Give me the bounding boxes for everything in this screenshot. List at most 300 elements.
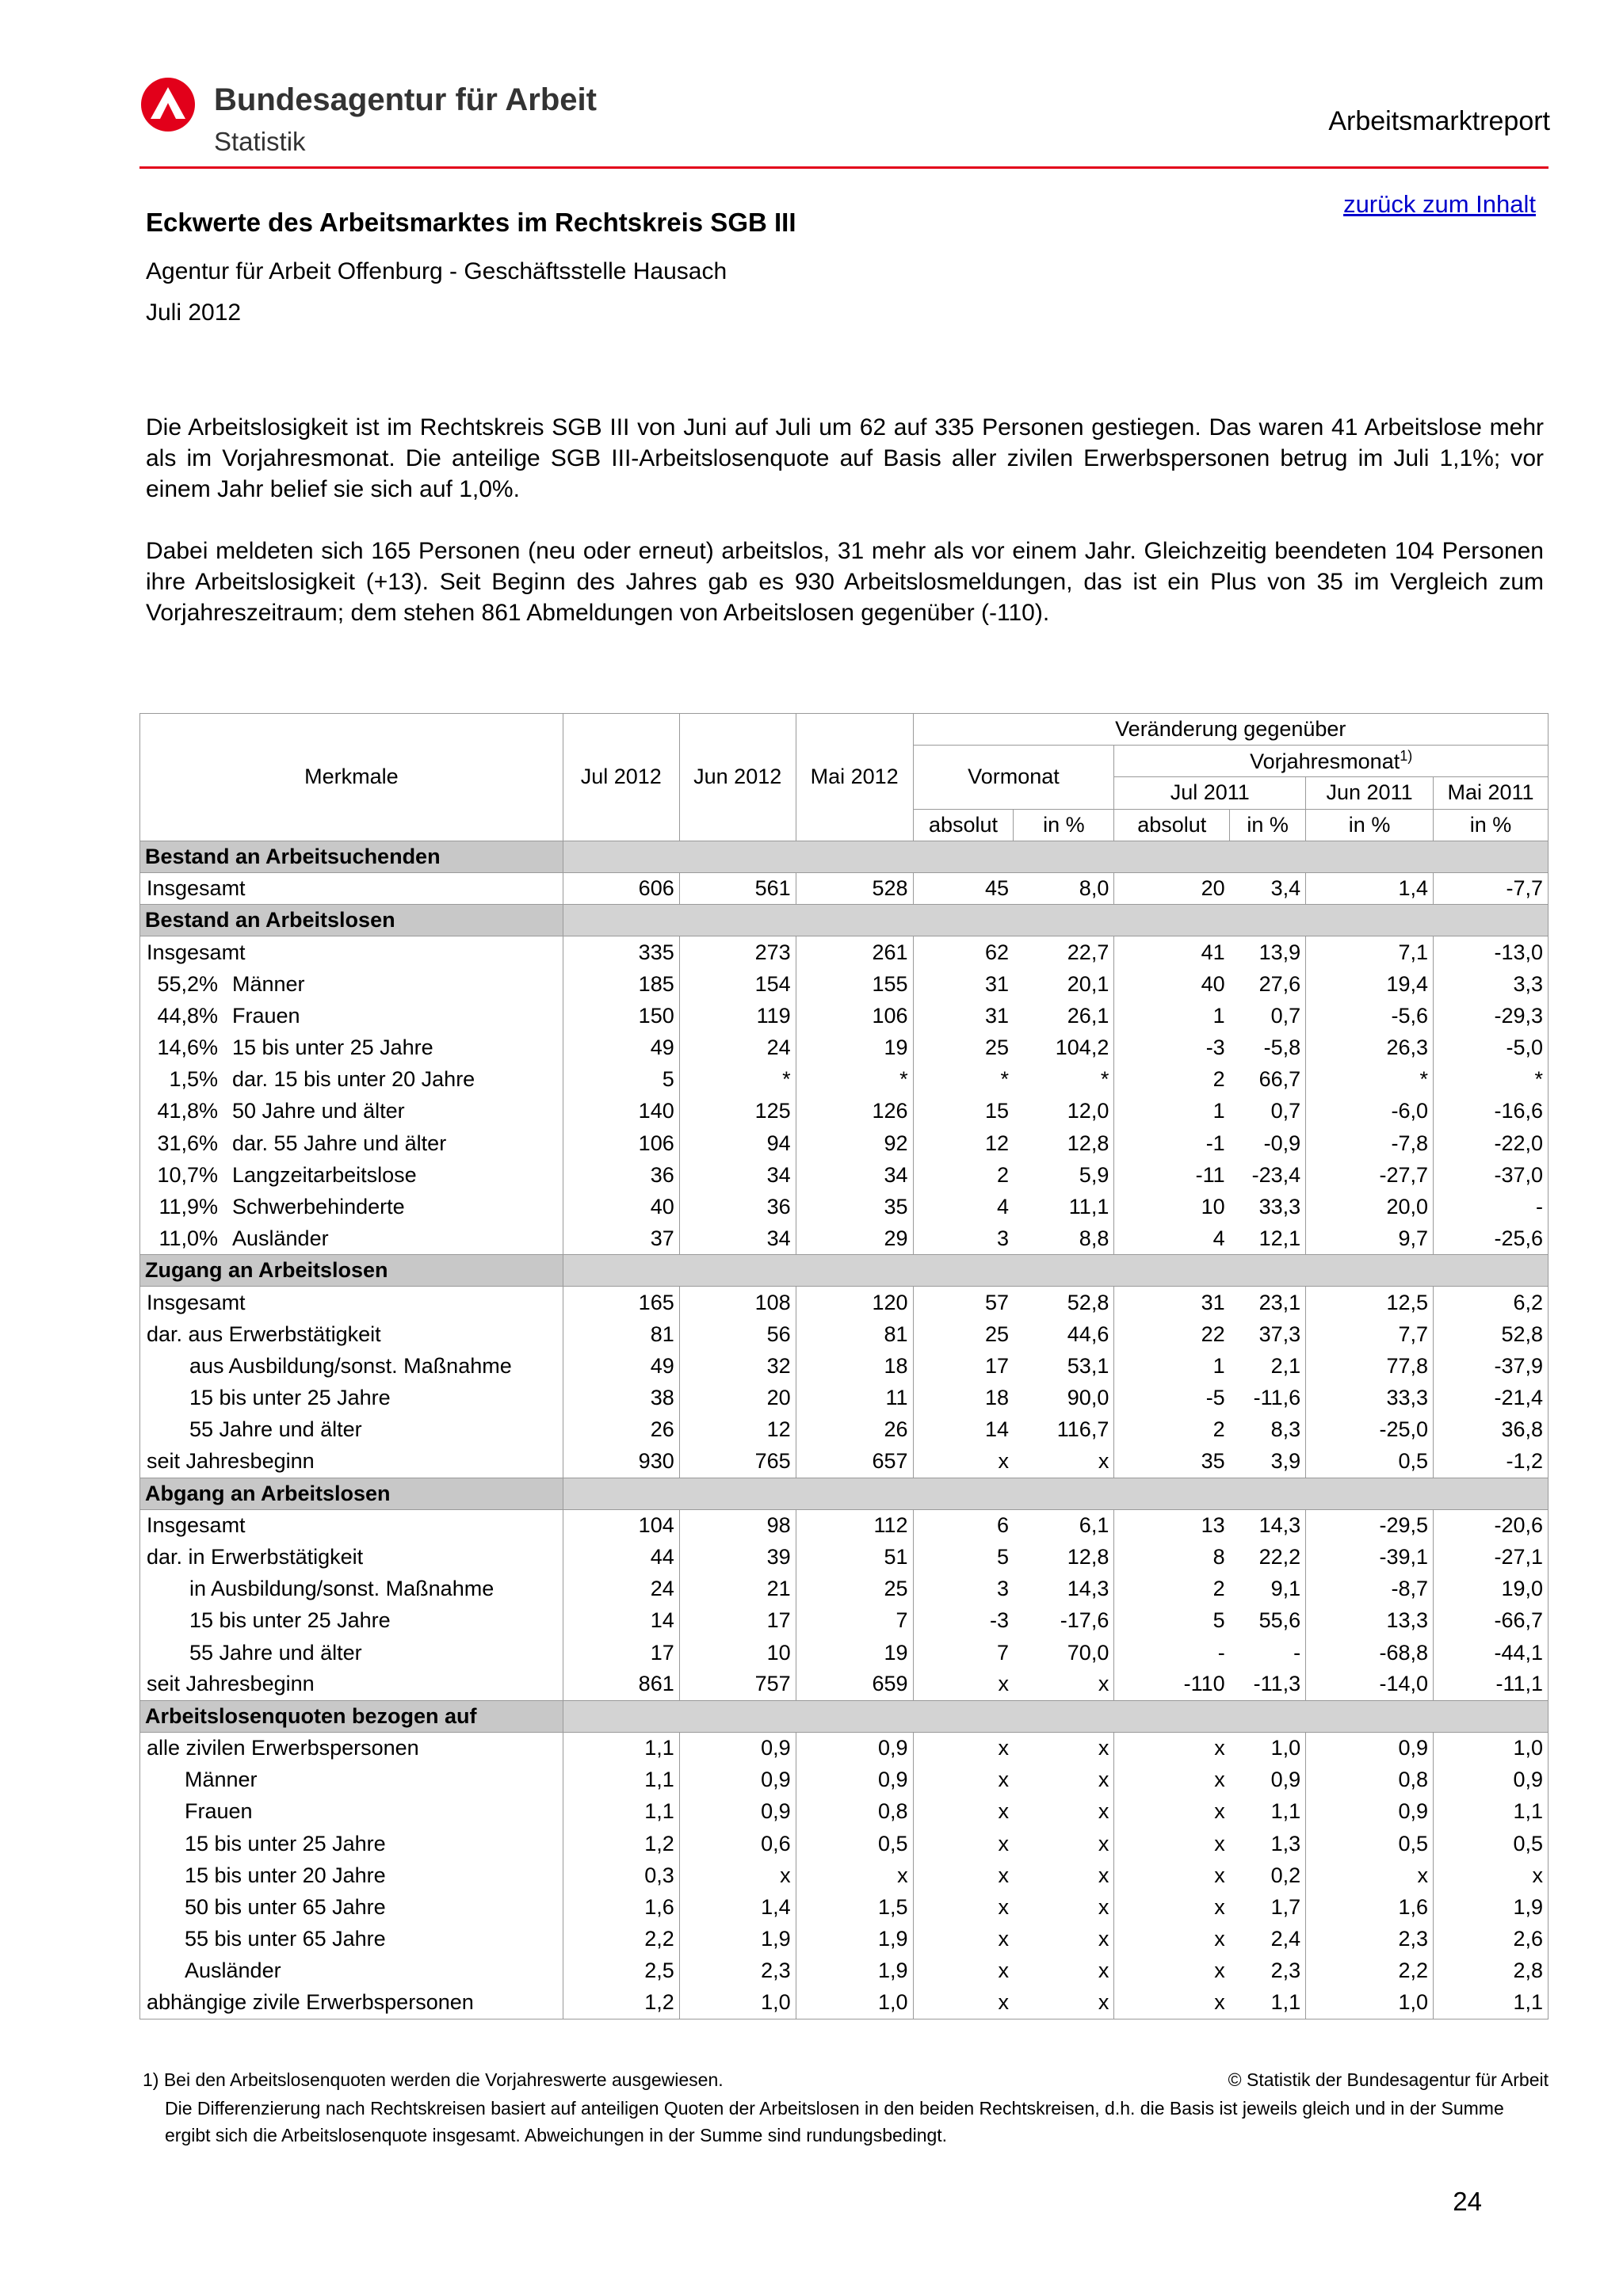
cell-jul2011-pct: 1,1 [1270, 1799, 1301, 1824]
cell-jun-2012: 12 [679, 1414, 796, 1446]
table-row [140, 1191, 1549, 1222]
table-row [140, 1127, 1549, 1159]
back-to-contents-link[interactable]: zurück zum Inhalt [1343, 190, 1536, 218]
cell-jun2011-pct: -5,6 [1306, 1000, 1434, 1032]
cell-jul2011-absolut: 4 [1114, 1223, 1230, 1255]
row-label-text: Ausländer [232, 1226, 329, 1250]
cell-jun-2012: 2,3 [679, 1955, 796, 1987]
cell-mai-2012: 19 [796, 1032, 913, 1063]
cell-mai-2012: 1,9 [796, 1924, 913, 1955]
cell-jul-2012: 49 [563, 1350, 679, 1382]
cell-jul2011-absolut: 10 [1114, 1191, 1230, 1222]
cell-jun-2012: 0,9 [679, 1733, 796, 1764]
cell-vormonat-absolut: 31 [913, 968, 1014, 1000]
cell-jul2011-pct: 0,2 [1270, 1863, 1301, 1887]
cell-mai2011-pct: -13,0 [1434, 936, 1549, 968]
cell-vormonat-pct: 8,0 [1079, 876, 1109, 901]
cell-jul2011-pct: 0,7 [1270, 1003, 1301, 1028]
cell-vormonat-absolut: x [913, 1828, 1014, 1859]
cell-jun2011-pct: 2,2 [1306, 1955, 1434, 1987]
cell-jul-2012: 14 [563, 1605, 679, 1637]
cell-jun-2012: 1,0 [679, 1987, 796, 2019]
cell-jul-2012: 17 [563, 1637, 679, 1669]
cell-mai-2012: 528 [796, 872, 913, 904]
table-row [140, 1828, 1549, 1859]
cell-mai2011-pct: * [1434, 1064, 1549, 1096]
table-row [140, 1287, 1549, 1318]
section-row [140, 841, 1549, 872]
section-fill [563, 841, 1548, 872]
row-label: dar. in Erwerbstätigkeit [140, 1541, 563, 1573]
cell-jul2011-absolut: 2 [1114, 1573, 1230, 1605]
row-label: dar. aus Erwerbstätigkeit [140, 1318, 563, 1350]
cell-jul2011-pct: 66,7 [1258, 1067, 1301, 1092]
row-label-text: 50 Jahre und älter [232, 1099, 405, 1123]
cell-mai2011-pct: 36,8 [1434, 1414, 1549, 1446]
cell-mai-2012: 657 [796, 1446, 913, 1478]
cell-jul-2012: 37 [563, 1223, 679, 1255]
header-mai-2012: Mai 2012 [796, 714, 913, 841]
section-fill [563, 1700, 1548, 1732]
cell-mai-2012: 26 [796, 1414, 913, 1446]
cell-jun-2012: 56 [679, 1318, 796, 1350]
header-mai2011-pct: in % [1434, 809, 1549, 841]
cell-jul2011-pct: 14,3 [1258, 1513, 1301, 1538]
cell-mai-2012: 0,5 [796, 1828, 913, 1859]
row-label: Insgesamt [140, 1287, 563, 1318]
cell-mai-2012: 7 [796, 1605, 913, 1637]
cell-jun2011-pct: 0,5 [1306, 1446, 1434, 1478]
cell-jun2011-pct: 1,0 [1306, 1987, 1434, 2019]
cell-vormonat-pct: 116,7 [1056, 1417, 1109, 1442]
cell-jun-2012: 0,9 [679, 1796, 796, 1828]
cell-jul2011-pct: 1,3 [1270, 1831, 1301, 1855]
cell-jun-2012: * [679, 1064, 796, 1096]
section-label: Abgang an Arbeitslosen [140, 1478, 563, 1509]
cell-jul2011-pct: 1,7 [1270, 1895, 1301, 1920]
cell-vormonat-pct: x [1098, 1863, 1109, 1887]
cell-jul2011-pct: 23,1 [1258, 1290, 1301, 1314]
table-row [140, 1000, 1549, 1032]
cell-mai-2012: 29 [796, 1223, 913, 1255]
cell-jun2011-pct: 2,3 [1306, 1924, 1434, 1955]
cell-jul2011-absolut: -11 [1114, 1159, 1230, 1191]
cell-mai2011-pct: - [1434, 1191, 1549, 1222]
summary-paragraph-1: Die Arbeitslosigkeit ist im Rechtskreis SGB III von Juni auf Juli um 62 auf 335 Personen gestiegen. Das waren 41 Arbeitslose mehr als im Vorjahresmonat. Die anteilige SGB III-Arbeitslosenquote auf Basis aller zivilen Erwerbspersonen betrug im Juli 1,1%; vor einem Jahr belief sie sich auf 1,0%. [146, 414, 1544, 502]
cell-vormonat-absolut: 45 [913, 872, 1014, 904]
cell-jul2011-absolut: x [1114, 1733, 1230, 1764]
org-subtitle: Statistik [214, 127, 306, 156]
report-title: Arbeitsmarktreport [1328, 106, 1550, 136]
cell-jul2011-absolut: 13 [1114, 1509, 1230, 1541]
cell-jul2011-pct: -0,9 [1263, 1131, 1301, 1155]
cell-mai2011-pct: -37,0 [1434, 1159, 1549, 1191]
section-label: Bestand an Arbeitsuchenden [140, 841, 563, 872]
cell-jun2011-pct: -6,0 [1306, 1096, 1434, 1127]
row-label-text: dar. 55 Jahre und älter [232, 1131, 447, 1155]
cell-mai-2012: 126 [796, 1096, 913, 1127]
cell-jun-2012: 34 [679, 1159, 796, 1191]
cell-jul-2012: 5 [563, 1064, 679, 1096]
row-label: 15 bis unter 25 Jahre [140, 1828, 563, 1859]
cell-jul2011-absolut: x [1114, 1987, 1230, 2019]
cell-mai-2012: 1,0 [796, 1987, 913, 2019]
row-label [140, 1223, 563, 1255]
org-name: Bundesagentur für Arbeit [214, 82, 597, 117]
cell-jul-2012: 24 [563, 1573, 679, 1605]
cell-jul2011-absolut: x [1114, 1828, 1230, 1859]
cell-jun-2012: 125 [679, 1096, 796, 1127]
cell-vormonat-pct: 26,1 [1067, 1003, 1109, 1028]
labour-market-table [139, 713, 1549, 2019]
cell-mai2011-pct: -44,1 [1434, 1637, 1549, 1669]
cell-vormonat-pct: x [1098, 1799, 1109, 1824]
cell-jul-2012: 106 [563, 1127, 679, 1159]
cell-vormonat-absolut: 5 [913, 1541, 1014, 1573]
cell-jul2011-absolut: x [1114, 1955, 1230, 1987]
cell-jul2011-pct: -11,3 [1253, 1672, 1301, 1696]
row-label: Insgesamt [140, 872, 563, 904]
cell-mai-2012: 0,9 [796, 1764, 913, 1796]
cell-mai2011-pct: 0,9 [1434, 1764, 1549, 1796]
cell-vormonat-pct: 11,1 [1068, 1194, 1109, 1219]
copyright: © Statistik der Bundesagentur für Arbeit [1228, 2069, 1549, 2090]
cell-jun-2012: 154 [679, 968, 796, 1000]
cell-jul-2012: 140 [563, 1096, 679, 1127]
share-percent: 14,6% [157, 1035, 218, 1059]
cell-vormonat-pct: 12,0 [1067, 1099, 1109, 1123]
row-label: 15 bis unter 20 Jahre [140, 1859, 563, 1891]
cell-mai-2012: * [796, 1064, 913, 1096]
cell-jun2011-pct: -68,8 [1306, 1637, 1434, 1669]
section-fill [563, 905, 1548, 936]
row-label: in Ausbildung/sonst. Maßnahme [140, 1573, 563, 1605]
table-row [140, 968, 1549, 1000]
cell-mai2011-pct: -29,3 [1434, 1000, 1549, 1032]
cell-jun2011-pct: 19,4 [1306, 968, 1434, 1000]
cell-jul2011-pct: -23,4 [1251, 1162, 1301, 1187]
table-body [140, 841, 1549, 2019]
cell-jul2011-pct: 12,1 [1258, 1226, 1301, 1250]
cell-mai-2012: 1,5 [796, 1891, 913, 1923]
table-row [140, 1382, 1549, 1413]
cell-jun-2012: 10 [679, 1637, 796, 1669]
row-label-text: Frauen [232, 1003, 300, 1028]
cell-vormonat-absolut: x [913, 1955, 1014, 1987]
cell-vormonat-pct: -17,6 [1060, 1608, 1109, 1633]
cell-mai2011-pct: -7,7 [1434, 872, 1549, 904]
table-row [140, 1764, 1549, 1796]
cell-vormonat-pct: x [1098, 1895, 1109, 1920]
cell-jul2011-absolut: 1 [1114, 1350, 1230, 1382]
cell-jun-2012: 17 [679, 1605, 796, 1637]
table-row [140, 1924, 1549, 1955]
cell-jul-2012: 44 [563, 1541, 679, 1573]
header-jul2011-absolut: absolut [1114, 809, 1230, 841]
cell-jul2011-pct: 8,3 [1270, 1417, 1301, 1442]
cell-mai2011-pct: -11,1 [1434, 1669, 1549, 1700]
cell-jul2011-pct: 9,1 [1270, 1577, 1301, 1601]
header-jun-2011: Jun 2011 [1306, 777, 1434, 809]
row-label: aus Ausbildung/sonst. Maßnahme [140, 1350, 563, 1382]
row-label [140, 968, 563, 1000]
cell-jun2011-pct: 0,8 [1306, 1764, 1434, 1796]
cell-vormonat-absolut: 31 [913, 1000, 1014, 1032]
cell-vormonat-pct: 22,7 [1067, 940, 1109, 964]
agency-name: Agentur für Arbeit Offenburg - Geschäftsstelle Hausach [146, 258, 727, 284]
cell-vormonat-absolut: 25 [913, 1318, 1014, 1350]
cell-jun-2012: 21 [679, 1573, 796, 1605]
cell-jun2011-pct: 1,6 [1306, 1891, 1434, 1923]
share-percent: 11,9% [158, 1194, 218, 1219]
cell-jun-2012: 32 [679, 1350, 796, 1382]
cell-jul-2012: 930 [563, 1446, 679, 1478]
cell-vormonat-absolut: x [913, 1764, 1014, 1796]
cell-jul-2012: 150 [563, 1000, 679, 1032]
section-row [140, 1700, 1549, 1732]
cell-jul-2012: 104 [563, 1509, 679, 1541]
cell-jul2011-absolut: 41 [1114, 936, 1230, 968]
table-row [140, 1733, 1549, 1764]
cell-mai2011-pct: 0,5 [1434, 1828, 1549, 1859]
cell-vormonat-absolut: 6 [913, 1509, 1014, 1541]
cell-jul2011-pct: -11,6 [1253, 1386, 1301, 1410]
row-label: 55 bis unter 65 Jahre [140, 1924, 563, 1955]
table-row [140, 1987, 1549, 2019]
cell-mai2011-pct: 2,8 [1434, 1955, 1549, 1987]
cell-jul-2012: 1,2 [563, 1828, 679, 1859]
cell-vormonat-pct: x [1098, 1831, 1109, 1855]
cell-jul2011-absolut: x [1114, 1859, 1230, 1891]
header-rule [139, 166, 1549, 169]
row-label: Ausländer [140, 1955, 563, 1987]
cell-jul2011-absolut: 8 [1114, 1541, 1230, 1573]
cell-mai-2012: 120 [796, 1287, 913, 1318]
header-jun-2012: Jun 2012 [679, 714, 796, 841]
header-merkmale: Merkmale [140, 714, 563, 841]
table-row [140, 1605, 1549, 1637]
cell-vormonat-pct: 12,8 [1067, 1131, 1109, 1155]
report-period: Juli 2012 [146, 299, 242, 326]
cell-mai2011-pct: 6,2 [1434, 1287, 1549, 1318]
cell-jun-2012: 94 [679, 1127, 796, 1159]
cell-jun2011-pct: -27,7 [1306, 1159, 1434, 1191]
cell-jul2011-absolut: - [1114, 1637, 1230, 1669]
cell-vormonat-absolut: 17 [913, 1350, 1014, 1382]
row-label-text: 15 bis unter 25 Jahre [232, 1035, 433, 1059]
table-row [140, 1955, 1549, 1987]
cell-mai2011-pct: -66,7 [1434, 1605, 1549, 1637]
cell-vormonat-pct: 90,0 [1067, 1386, 1109, 1410]
row-label-text: Männer [232, 971, 305, 996]
cell-vormonat-absolut: 25 [913, 1032, 1014, 1063]
cell-vormonat-absolut: x [913, 1859, 1014, 1891]
section-label: Bestand an Arbeitslosen [140, 905, 563, 936]
cell-jul2011-pct: - [1293, 1640, 1301, 1665]
cell-vormonat-absolut: 7 [913, 1637, 1014, 1669]
header-mai-2011: Mai 2011 [1434, 777, 1549, 809]
cell-jun2011-pct: -7,8 [1306, 1127, 1434, 1159]
footnote-1: 1) Bei den Arbeitslosenquoten werden die Vorjahreswerte ausgewiesen. [143, 2069, 724, 2090]
row-label: 15 bis unter 25 Jahre [140, 1605, 563, 1637]
cell-jun2011-pct: 7,7 [1306, 1318, 1434, 1350]
cell-vormonat-pct: 104,2 [1055, 1035, 1109, 1059]
cell-vormonat-absolut: x [913, 1669, 1014, 1700]
cell-mai2011-pct: 1,1 [1434, 1987, 1549, 2019]
cell-jun-2012: 757 [679, 1669, 796, 1700]
cell-jul2011-pct: 22,2 [1258, 1544, 1301, 1569]
share-percent: 41,8% [157, 1099, 218, 1123]
cell-vormonat-pct: 70,0 [1067, 1640, 1109, 1665]
row-label: alle zivilen Erwerbspersonen [140, 1733, 563, 1764]
cell-jul2011-pct: -5,8 [1263, 1035, 1301, 1059]
cell-vormonat-absolut: 62 [913, 936, 1014, 968]
cell-jul2011-pct: 37,3 [1258, 1322, 1301, 1346]
cell-jul-2012: 40 [563, 1191, 679, 1222]
cell-jun-2012: 561 [679, 872, 796, 904]
row-label: 55 Jahre und älter [140, 1637, 563, 1669]
cell-vormonat-absolut: x [913, 1924, 1014, 1955]
cell-vormonat-pct: 53,1 [1067, 1353, 1109, 1378]
cell-jun2011-pct: 33,3 [1306, 1382, 1434, 1413]
cell-jul-2012: 0,3 [563, 1859, 679, 1891]
cell-jul2011-absolut: 20 [1114, 872, 1230, 904]
cell-jul-2012: 36 [563, 1159, 679, 1191]
cell-jul2011-pct: 3,4 [1270, 876, 1301, 901]
cell-jun2011-pct: * [1306, 1064, 1434, 1096]
ba-logo-icon [139, 76, 197, 133]
cell-jul2011-absolut: -1 [1114, 1127, 1230, 1159]
row-label [140, 1000, 563, 1032]
section-label: Zugang an Arbeitslosen [140, 1255, 563, 1287]
cell-vormonat-absolut: 18 [913, 1382, 1014, 1413]
row-label: 55 Jahre und älter [140, 1414, 563, 1446]
cell-mai-2012: 34 [796, 1159, 913, 1191]
header-jul-2011: Jul 2011 [1114, 777, 1306, 809]
cell-jun2011-pct: -39,1 [1306, 1541, 1434, 1573]
cell-mai-2012: 1,9 [796, 1955, 913, 1987]
cell-vormonat-absolut: 57 [913, 1287, 1014, 1318]
cell-jul-2012: 165 [563, 1287, 679, 1318]
cell-jul2011-absolut: 22 [1114, 1318, 1230, 1350]
header-jul2011-pct: in % [1230, 809, 1306, 841]
cell-jul2011-absolut: x [1114, 1924, 1230, 1955]
cell-mai2011-pct: 2,6 [1434, 1924, 1549, 1955]
table-row [140, 1573, 1549, 1605]
share-percent: 44,8% [157, 1003, 218, 1028]
cell-jul2011-absolut: x [1114, 1796, 1230, 1828]
cell-jun-2012: 1,9 [679, 1924, 796, 1955]
cell-jun-2012: 36 [679, 1191, 796, 1222]
cell-jul-2012: 2,2 [563, 1924, 679, 1955]
cell-jul-2012: 861 [563, 1669, 679, 1700]
cell-jul-2012: 26 [563, 1414, 679, 1446]
row-label [140, 1064, 563, 1096]
share-percent: 1,5% [169, 1067, 218, 1092]
cell-jul2011-pct: 1,1 [1230, 1987, 1306, 2019]
cell-mai2011-pct: 19,0 [1434, 1573, 1549, 1605]
row-label: Frauen [140, 1796, 563, 1828]
cell-vormonat-pct: x [1098, 1768, 1109, 1792]
cell-vormonat-pct: x [1014, 1987, 1114, 2019]
summary-paragraph-2: Dabei meldeten sich 165 Personen (neu oder erneut) arbeitslos, 31 mehr als vor einem Jahr. Gleichzeitig beendeten 104 Personen ihre Arbeitslosigkeit (+13). Seit Beginn des Jahres gab es 930 Arbeitslosmeldungen, das ist ein Plus von 35 im Vergleich zum Vorjahreszeitraum; dem stehen 861 Abmeldungen von Arbeitslosen gegenüber (-110). [146, 538, 1544, 626]
row-label: Insgesamt [140, 936, 563, 968]
cell-vormonat-absolut: 15 [913, 1096, 1014, 1127]
cell-vormonat-pct: x [1098, 1927, 1109, 1951]
cell-vormonat-pct: x [1098, 1958, 1109, 1983]
cell-mai-2012: 35 [796, 1191, 913, 1222]
cell-vormonat-pct: 44,6 [1067, 1322, 1109, 1346]
cell-mai-2012: 106 [796, 1000, 913, 1032]
row-label [140, 1032, 563, 1063]
cell-vormonat-pct: 20,1 [1067, 971, 1109, 996]
table-row [140, 936, 1549, 968]
cell-vormonat-pct: x [1098, 1449, 1109, 1474]
cell-jun2011-pct: 7,1 [1306, 936, 1434, 968]
row-label: Männer [140, 1764, 563, 1796]
table-row [140, 1350, 1549, 1382]
header-vormonat-pct: in % [1014, 809, 1114, 841]
cell-jul-2012: 335 [563, 936, 679, 968]
cell-mai2011-pct: -20,6 [1434, 1509, 1549, 1541]
table-row [140, 1096, 1549, 1127]
row-label: abhängige zivile Erwerbspersonen [140, 1987, 563, 2019]
cell-jul2011-pct: 55,6 [1258, 1608, 1301, 1633]
cell-jul2011-absolut: 35 [1114, 1446, 1230, 1478]
row-label [140, 1096, 563, 1127]
cell-jun2011-pct: 0,5 [1306, 1828, 1434, 1859]
table-row [140, 1637, 1549, 1669]
cell-jul-2012: 1,6 [563, 1891, 679, 1923]
cell-mai2011-pct: x [1434, 1859, 1549, 1891]
table-row [140, 1159, 1549, 1191]
cell-jun2011-pct: 1,4 [1306, 872, 1434, 904]
section-row [140, 905, 1549, 936]
row-label-text: Schwerbehinderte [232, 1194, 405, 1219]
cell-jul2011-pct: 1,0 [1270, 1736, 1301, 1760]
section-row [140, 1478, 1549, 1509]
cell-mai-2012: 261 [796, 936, 913, 968]
table-row [140, 1509, 1549, 1541]
row-label: 50 bis unter 65 Jahre [140, 1891, 563, 1923]
cell-vormonat-absolut: 3 [913, 1573, 1014, 1605]
cell-mai2011-pct: -21,4 [1434, 1382, 1549, 1413]
cell-mai2011-pct: 3,3 [1434, 968, 1549, 1000]
cell-jun-2012: 108 [679, 1287, 796, 1318]
cell-vormonat-pct: 12,8 [1067, 1544, 1109, 1569]
page-number: 24 [1453, 2187, 1482, 2216]
section-row [140, 1255, 1549, 1287]
cell-jul2011-pct: 2,3 [1270, 1958, 1301, 1983]
cell-vormonat-pct: 14,3 [1067, 1577, 1109, 1601]
cell-vormonat-pct: x [1098, 1736, 1109, 1760]
footnote-mark: 1) [1400, 748, 1413, 765]
cell-vormonat-pct: x [1098, 1672, 1109, 1696]
row-label [140, 1191, 563, 1222]
cell-vormonat-absolut: 4 [913, 1191, 1014, 1222]
cell-jun2011-pct: 26,3 [1306, 1032, 1434, 1063]
header-vorjahresmonat: Vorjahresmonat$^{1)}$ [1114, 746, 1549, 777]
document-title: Eckwerte des Arbeitsmarktes im Rechtskreis SGB III [146, 208, 796, 237]
cell-mai2011-pct: -25,6 [1434, 1223, 1549, 1255]
cell-jun2011-pct: x [1306, 1859, 1434, 1891]
cell-mai-2012: 0,9 [796, 1733, 913, 1764]
cell-mai2011-pct: -1,2 [1434, 1446, 1549, 1478]
cell-vormonat-absolut: * [913, 1064, 1014, 1096]
table-row [140, 1669, 1549, 1700]
cell-jul2011-pct: 0,9 [1270, 1768, 1301, 1792]
cell-jun-2012: 98 [679, 1509, 796, 1541]
